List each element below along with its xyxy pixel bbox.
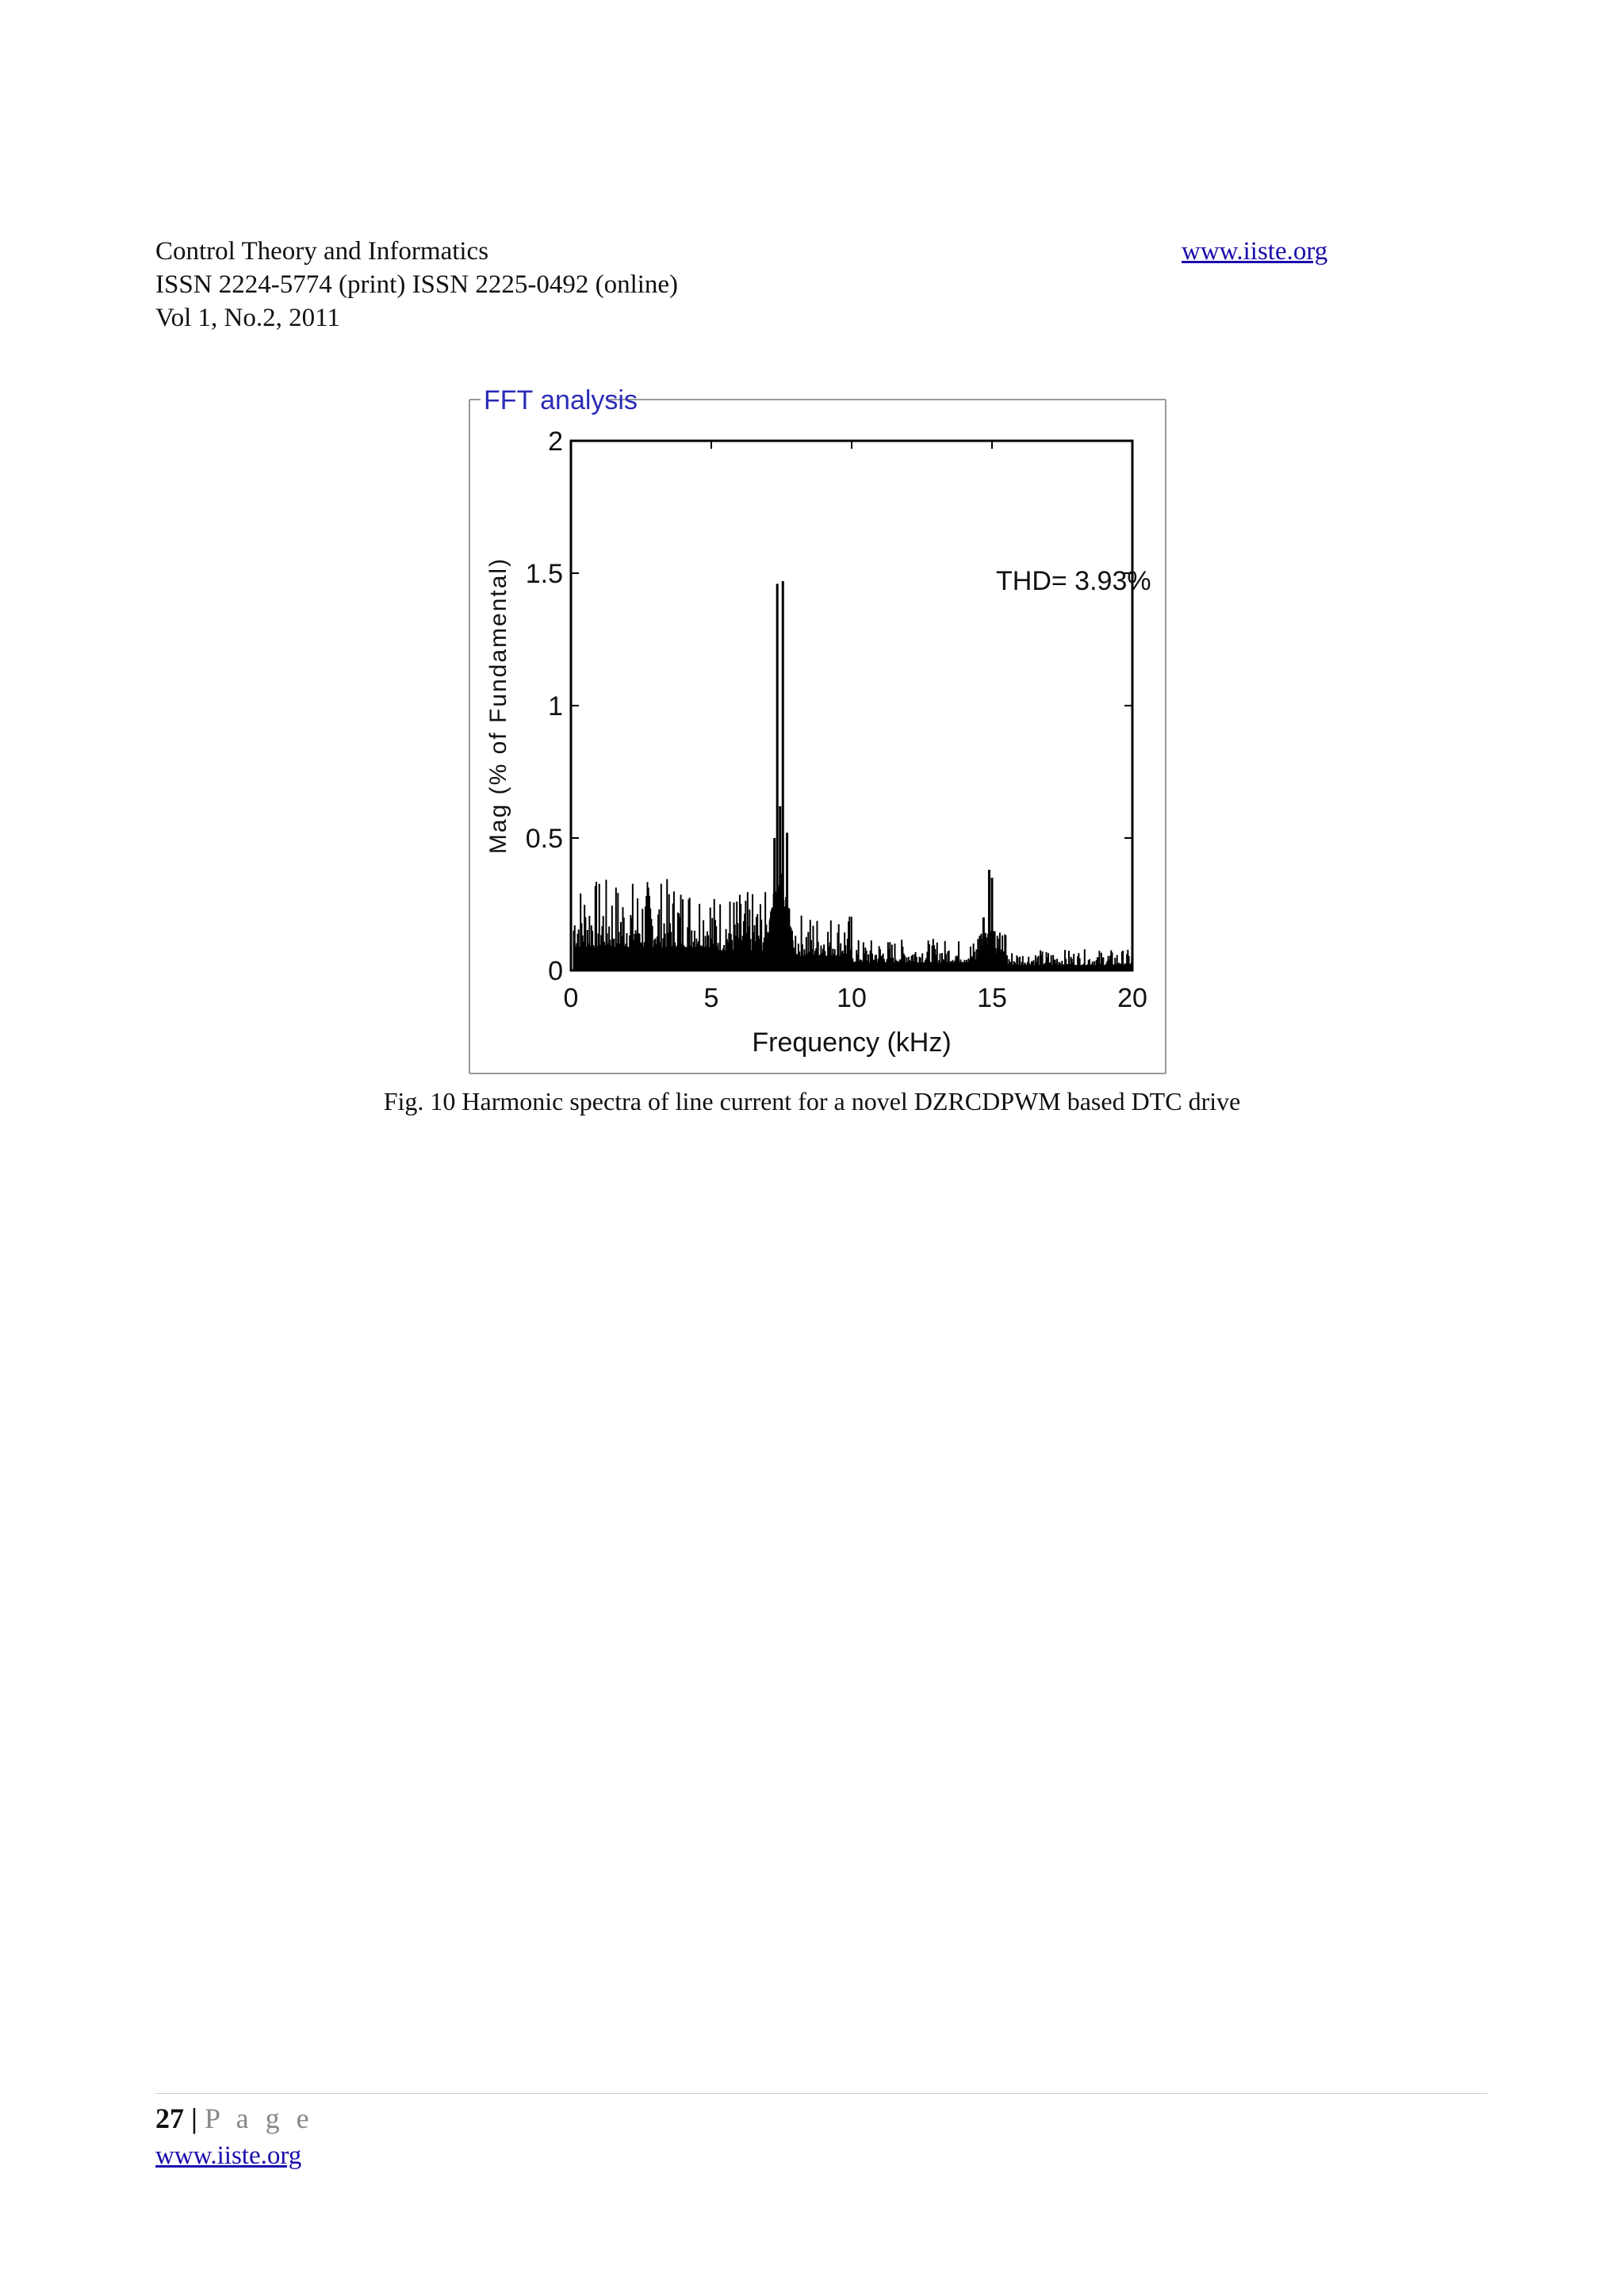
page-number-line [155,2101,314,2136]
thd-annotation: THD= 3.93% [996,566,1151,596]
plot-frame [571,441,1132,970]
x-tick-label: 0 [563,983,579,1013]
panel-label: FFT analysis [484,385,638,415]
x-tick-label: 15 [977,983,1007,1013]
issn-line: ISSN 2224-5774 (print) ISSN 2225-0492 (online) [155,270,679,299]
y-tick-label: 0.5 [525,824,563,854]
spectrum-bars [571,441,1132,970]
volume-line: Vol 1, No.2, 2011 [155,304,340,332]
footer-website-link[interactable]: www.iiste.org [155,2141,302,2170]
page-separator: | [191,2103,197,2134]
figure-caption: Fig. 10 Harmonic spectra of line current for a novel DZRCDPWM based DTC drive [383,1087,1241,1115]
footer-divider [155,2093,1488,2094]
y-tick-label: 2 [548,427,563,457]
y-axis-label: Mag (% of Fundamental) [485,557,511,855]
x-axis-label: Frequency (kHz) [752,1027,952,1058]
x-tick-label: 20 [1117,983,1147,1013]
page-word: P a g e [204,2103,314,2134]
x-tick-label: 10 [837,983,867,1013]
fft-figure [465,384,1170,1078]
journal-title: Control Theory and Informatics [155,237,489,266]
page-number: 27 [155,2103,184,2134]
header-website-link[interactable]: www.iiste.org [1182,237,1328,266]
y-tick-label: 1.5 [525,559,563,589]
x-tick-label: 5 [703,983,719,1013]
y-tick-label: 1 [548,691,563,721]
y-tick-label: 0 [548,956,563,986]
